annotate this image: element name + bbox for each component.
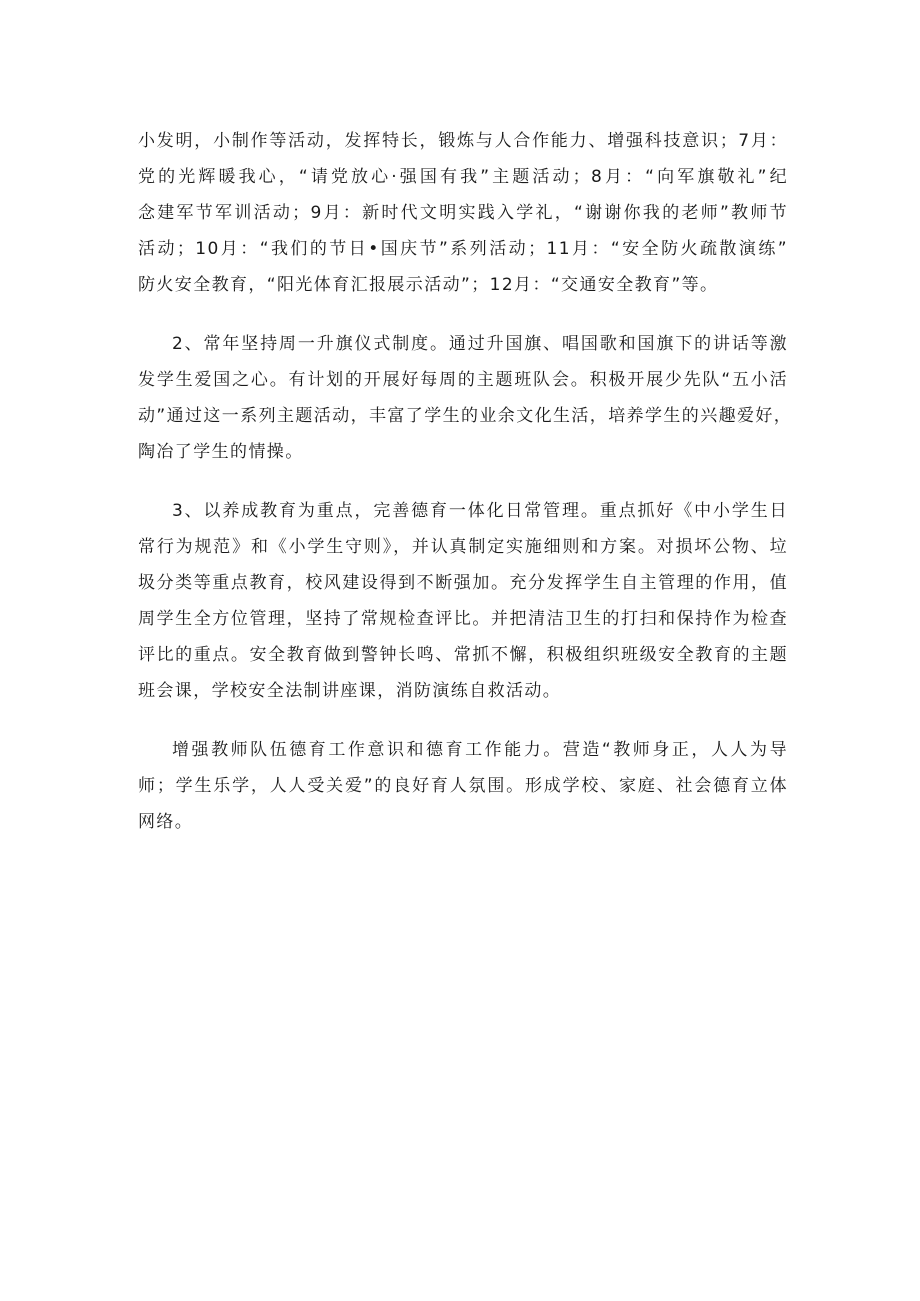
text-line: 小发明，小制作等活动，发挥特长，锻炼与人合作能力、增强科技意识；7月：	[138, 131, 788, 151]
text-line: 防火安全教育，“阳光体育汇报展示活动”；12月：“交通安全教育”等。	[138, 275, 719, 295]
text-line: 圾分类等重点教育，校风建设得到不断强加。充分发挥学生自主管理的作用，值	[138, 573, 788, 593]
text-line: 班会课，学校安全法制讲座课，消防演练自救活动。	[138, 681, 562, 701]
text-line: 网络。	[138, 812, 194, 832]
paragraph-monthly-activities	[138, 123, 788, 303]
text-line: 党的光辉暖我心，“请党放心·强国有我”主题活动；8月：“向军旗敬礼”纪	[138, 167, 788, 187]
text-line: 增强教师队伍德育工作意识和德育工作能力。营造“教师身正，人人为导	[172, 740, 788, 760]
paragraph-flag-ceremony	[138, 326, 793, 470]
text-line: 动”通过这一系列主题活动，丰富了学生的业余文化生活，培养学生的兴趣爱好，	[138, 406, 793, 426]
text-line: 3、以养成教育为重点，完善德育一体化日常管理。重点抓好《中小学生日	[172, 501, 788, 521]
text-line: 2、常年坚持周一升旗仪式制度。通过升国旗、唱国歌和国旗下的讲话等激	[172, 334, 788, 354]
text-line: 周学生全方位管理，坚持了常规检查评比。并把清洁卫生的打扫和保持作为检查	[138, 609, 788, 629]
paragraph-habit-education	[138, 493, 788, 709]
text-line: 评比的重点。安全教育做到警钟长鸣、常抓不懈，积极组织班级安全教育的主题	[138, 645, 788, 665]
text-line: 陶冶了学生的情操。	[138, 442, 304, 462]
paragraph-teacher-team	[138, 732, 788, 840]
text-line: 常行为规范》和《小学生守则》，并认真制定实施细则和方案。对损坏公物、垃	[138, 537, 788, 557]
text-line: 活动；10月：“我们的节日•国庆节”系列活动；11月：“安全防火疏散演练”	[138, 239, 788, 259]
text-line: 师；学生乐学，人人受关爱”的良好育人氛围。形成学校、家庭、社会德育立体	[138, 776, 788, 796]
text-line: 发学生爱国之心。有计划的开展好每周的主题班队会。积极开展少先队“五小活	[138, 370, 788, 390]
text-line: 念建军节军训活动；9月：新时代文明实践入学礼，“谢谢你我的老师”教师节	[138, 203, 788, 223]
document-body	[138, 123, 793, 840]
